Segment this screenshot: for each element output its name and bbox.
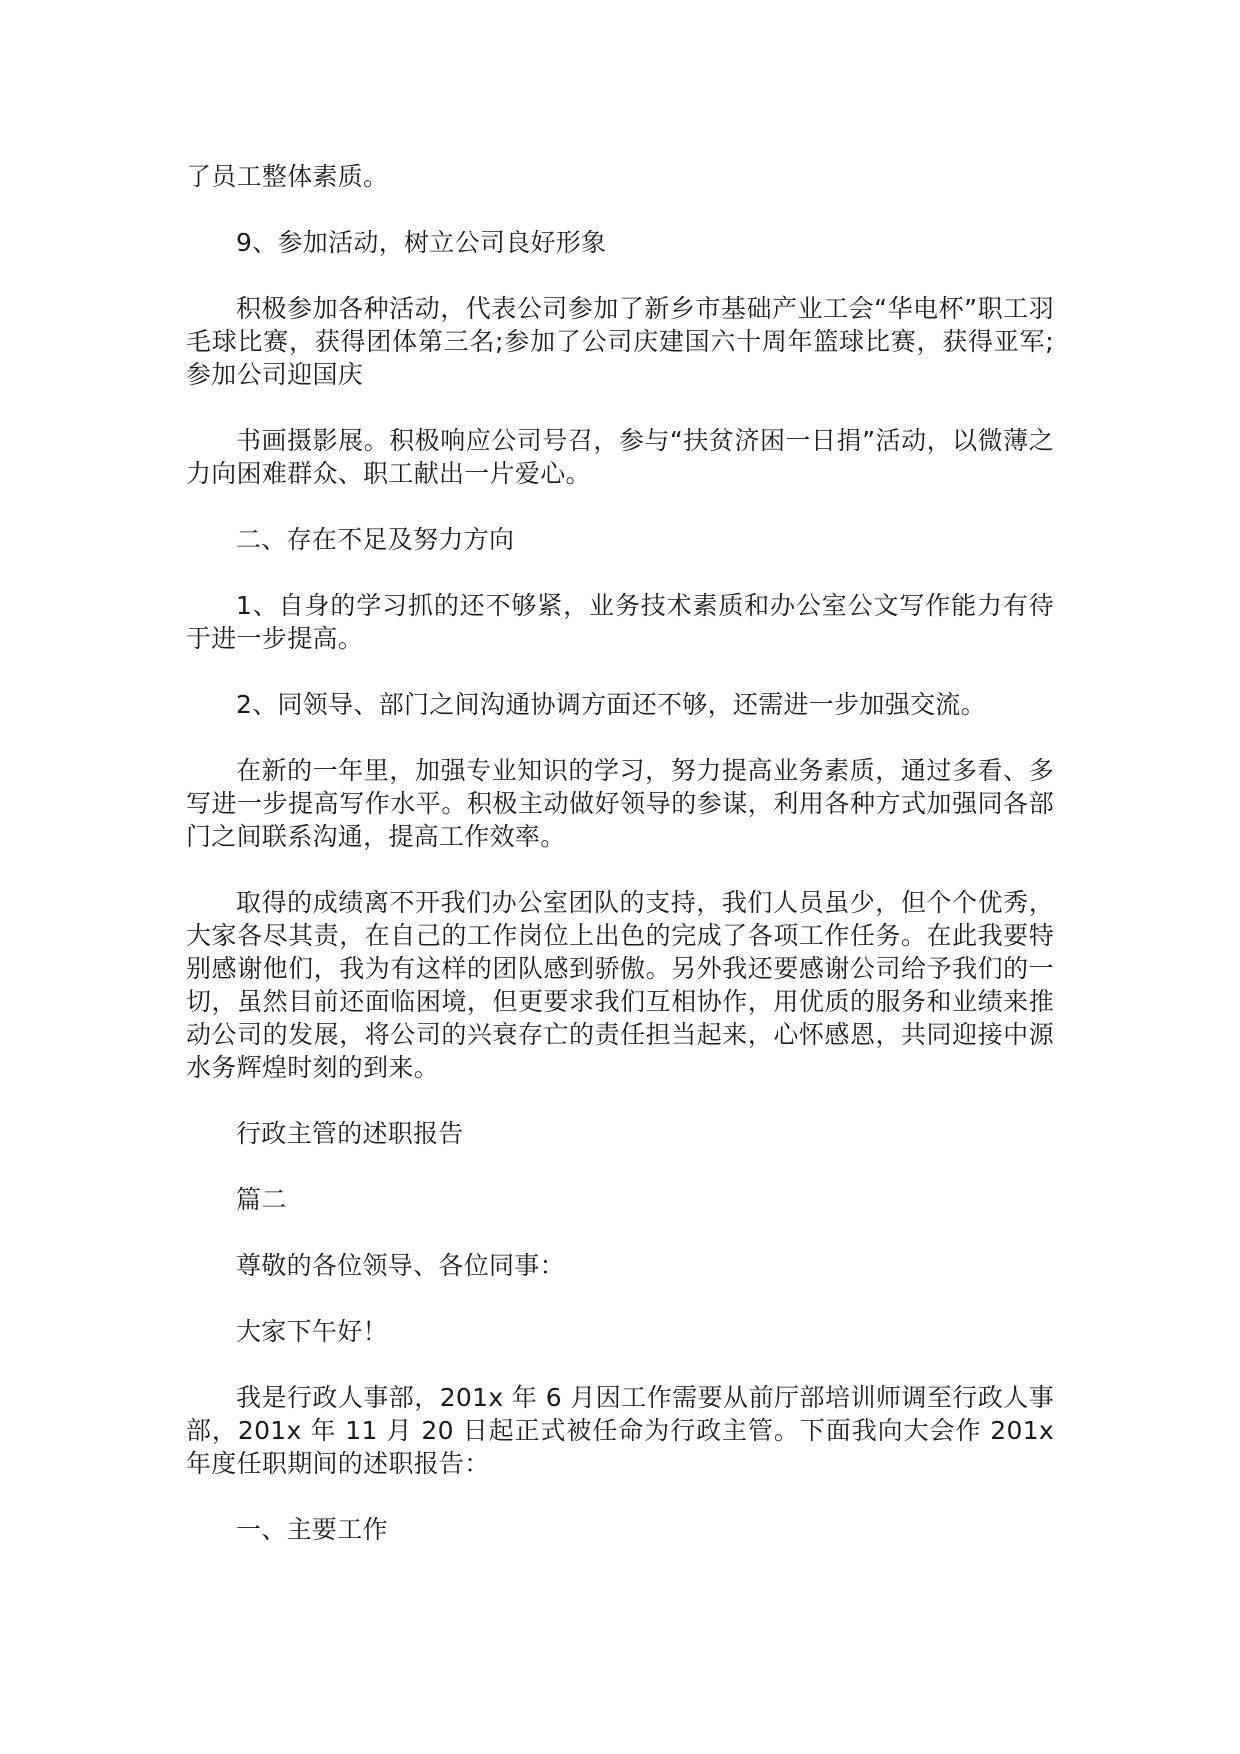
paragraph: 在新的一年里，加强专业知识的学习，努力提高业务素质，通过多看、多写进一步提高写作水平。积极主动做好领导的参谋，利用各种方式加强同各部门之间联系沟通，提高工作效率。 bbox=[186, 756, 1054, 851]
paragraph: 书画摄影展。积极响应公司号召，参与“扶贫济困一日捐”活动，以微薄之力向困难群众、职工献出一片爱心。 bbox=[186, 426, 1054, 488]
document-title: 行政主管的述职报告 bbox=[236, 1119, 464, 1148]
list-item: 1、自身的学习抓的还不够紧，业务技术素质和办公室公文写作能力有待于进一步提高。 bbox=[186, 591, 1054, 653]
list-item: 2、同领导、部门之间沟通协调方面还不够，还需进一步加强交流。 bbox=[236, 690, 986, 719]
paragraph: 我是行政人事部，201x 年 6 月因工作需要从前厅部培训师调至行政人事部，201x 年 11 月 20 日起正式被任命为行政主管。下面我向大会作 201x 年度任职期间的述职报告： bbox=[186, 1383, 1054, 1478]
paragraph: 了员工整体素质。 bbox=[186, 162, 389, 191]
greeting: 大家下午好！ bbox=[236, 1317, 388, 1346]
salutation: 尊敬的各位领导、各位同事： bbox=[236, 1251, 565, 1280]
section-heading: 一、主要工作 bbox=[236, 1515, 388, 1544]
section-heading: 9、参加活动，树立公司良好形象 bbox=[236, 228, 607, 257]
chapter-label: 篇二 bbox=[236, 1185, 287, 1214]
paragraph: 取得的成绩离不开我们办公室团队的支持，我们人员虽少，但个个优秀，大家各尽其责，在自己的工作岗位上出色的完成了各项工作任务。在此我要特别感谢他们，我为有这样的团队感到骄傲。另外我还要感谢公司给予我们的一切，虽然目前还面临困境，但更要求我们互相协作，用优质的服务和业绩来推动公司的发展，将公司的兴衰存亡的责任担当起来，心怀感恩，共同迎接中源水务辉煌时刻的到来。 bbox=[186, 888, 1054, 1082]
section-heading: 二、存在不足及努力方向 bbox=[236, 525, 515, 554]
document-body bbox=[186, 160, 1054, 1579]
paragraph: 积极参加各种活动，代表公司参加了新乡市基础产业工会“华电杯”职工羽毛球比赛，获得团体第三名;参加了公司庆建国六十周年篮球比赛，获得亚军;参加公司迎国庆 bbox=[186, 294, 1054, 389]
